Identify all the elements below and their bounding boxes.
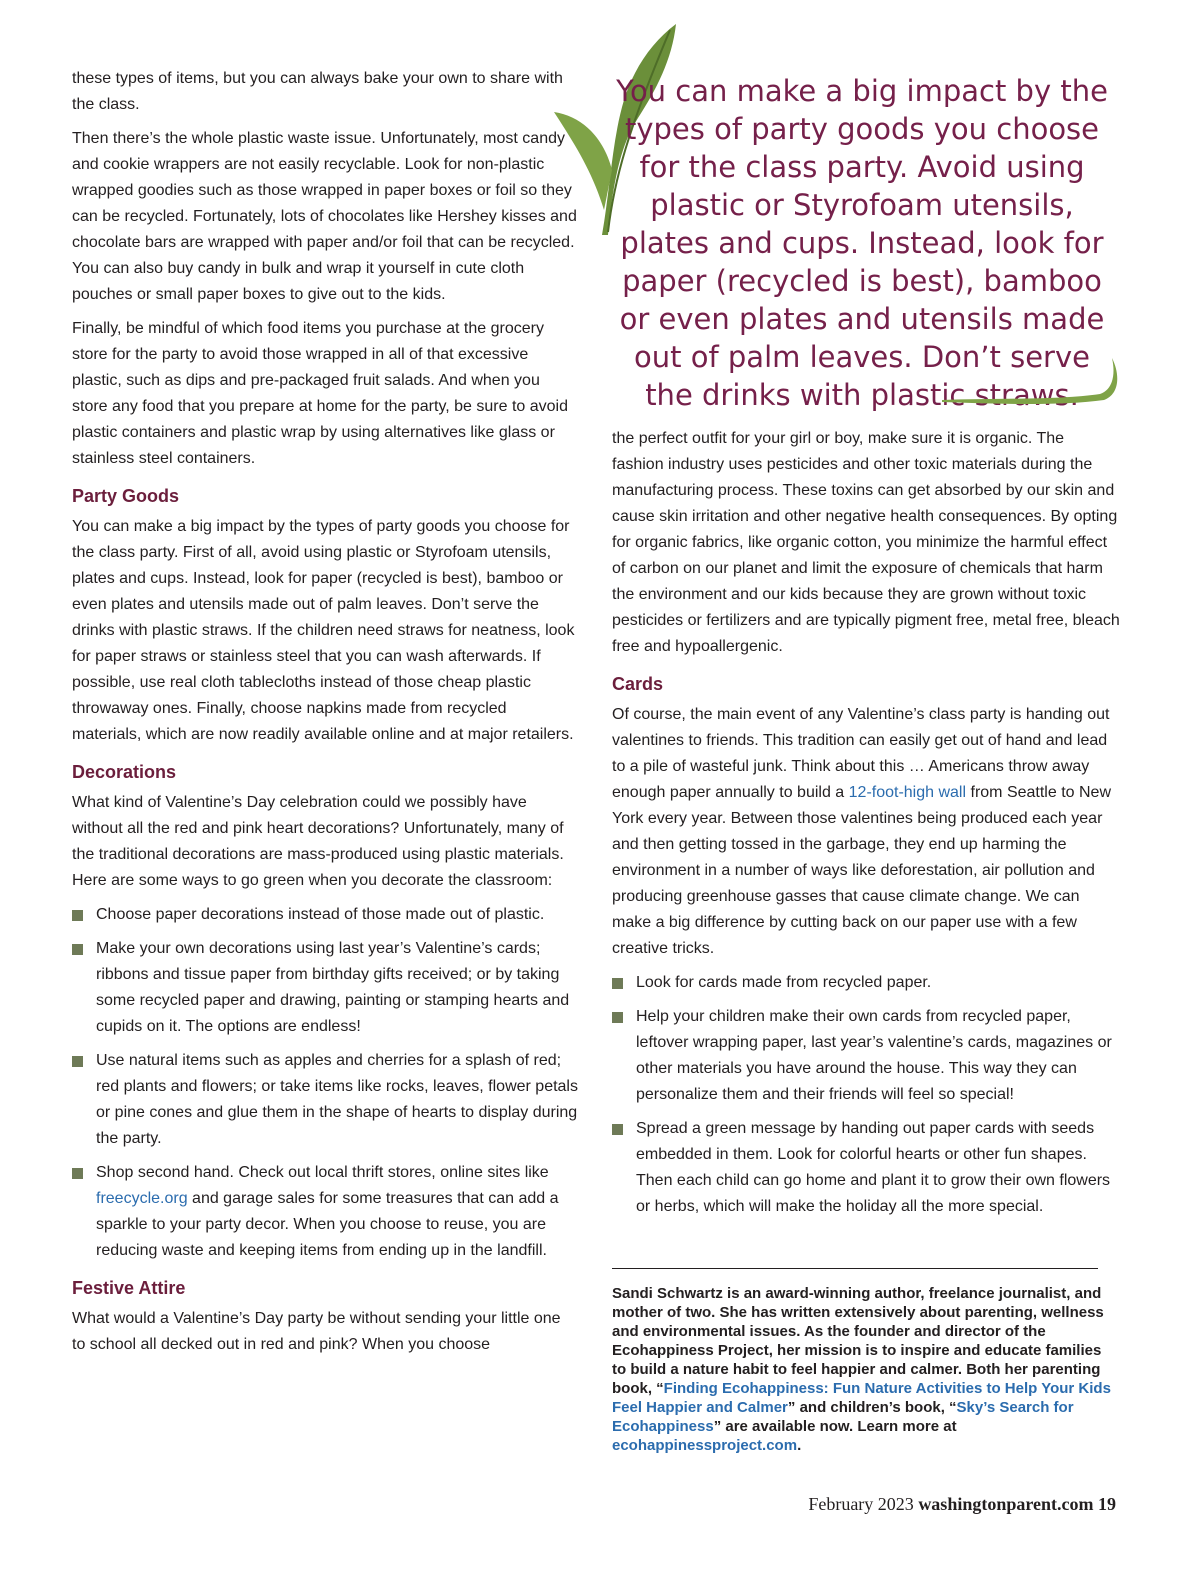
cards-paragraph bbox=[612, 702, 1120, 962]
bio-text: . bbox=[797, 1437, 802, 1454]
book-link-finding-ecohappiness[interactable]: Finding Ecohappiness: Fun Nature Activities to Help Your Kids Feel Happier and Calmer bbox=[612, 1380, 1111, 1416]
square-bullet-icon bbox=[612, 1012, 623, 1023]
party-goods-paragraph: You can make a big impact by the types of party goods you choose for the class party. First of all, avoid using plastic or Styrofoam utensils, plates and cups. Instead, look for paper (recycled is best), bamboo or even plates and utensils made out of palm leaves. Don’t serve the drinks with plastic straws. If the children need straws for neatness, look for paper straws or stainless steel that you can wash afterwards. If possible, use real cloth tablecloths instead of those cheap plastic throwaway ones. Finally, choose napkins made from recycled materials, which are now readily available online and at major retailers. bbox=[72, 518, 575, 743]
bio-text: Sandi Schwartz is an award-winning author, freelance journalist, and mother of two. She has written extensively about parenting, wellness and environmental issues. As the founder and director of the Ecohappiness Project, her mission is to inspire and educate families to build a nature habit to feel happier and calmer. Both her parenting book, “ bbox=[612, 1285, 1104, 1397]
bio-divider bbox=[612, 1268, 1098, 1269]
ecohappiness-site-link[interactable]: ecohappinessproject.com bbox=[612, 1437, 798, 1454]
list-item-text: Choose paper decorations instead of those made out of plastic. bbox=[96, 906, 545, 923]
section-heading-decorations: Decorations bbox=[72, 762, 177, 782]
pull-quote: You can make a big impact by the types of party goods you choose for the class party. Avoid using plastic or Styrofoam utensils, plates and cups. Instead, look for paper (recycled is best), bamboo or even plates and utensils made out of palm leaves. Don’t serve the drinks with plastic straws. bbox=[616, 74, 1108, 412]
cards-paragraph-text: from Seattle to New York every year. Between those valentines being produced each year and then getting tossed in the garbage, they end up harming the environment in a number of ways like deforestation, air pollution and producing greenhouse gasses that cause climate change. We can make a big difference by cutting back on our paper use with a few creative tricks. bbox=[612, 784, 1111, 957]
square-bullet-icon bbox=[72, 944, 83, 955]
square-bullet-icon bbox=[72, 1056, 83, 1067]
list-item-text: Use natural items such as apples and cherries for a splash of red; red plants and flowers; or take items like rocks, leaves, flower petals or pine cones and glue them in the shape of hearts to display during the party. bbox=[96, 1052, 578, 1147]
section-heading-party-goods: Party Goods bbox=[72, 486, 180, 506]
attire-continued-paragraph: the perfect outfit for your girl or boy, make sure it is organic. The fashion industry uses pesticides and other toxic materials during the manufacturing process. These toxins can get absorbed by our skin and cause skin irritation and other negative health consequences. By opting for organic fabrics, like organic cotton, you minimize the harmful effect of carbon on our planet and limit the exposure of chemicals that harm the environment and our kids because they are grown without toxic pesticides or fertilizers and are typically pigment free, metal free, bleach free and hypoallergenic. bbox=[612, 430, 1120, 655]
left-column bbox=[72, 66, 578, 1366]
author-bio bbox=[612, 1284, 1112, 1455]
list-item bbox=[612, 1116, 1120, 1220]
list-item-text: Look for cards made from recycled paper. bbox=[636, 974, 932, 991]
square-bullet-icon bbox=[72, 910, 83, 921]
book-link-skys-search[interactable]: Sky’s Search for Ecohappiness bbox=[612, 1399, 1074, 1435]
page-footer bbox=[808, 1492, 1116, 1516]
page-number: 19 bbox=[1098, 1494, 1116, 1514]
decorations-paragraph: What kind of Valentine’s Day celebration could we possibly have without all the red and pink heart decorations? Unfortunately, many of the traditional decorations are mass-produced using plastic materials. Here are some ways to go green when you decorate the classroom: bbox=[72, 794, 564, 889]
list-item bbox=[72, 1048, 578, 1152]
right-column bbox=[612, 426, 1120, 1230]
intro-paragraph: these types of items, but you can always bake your own to share with the class. bbox=[72, 70, 563, 113]
section-heading-cards: Cards bbox=[612, 674, 664, 694]
bio-text: ” and children’s book, “ bbox=[787, 1399, 957, 1416]
list-item-text: Shop second hand. Check out local thrift stores, online sites like bbox=[96, 1164, 549, 1181]
list-item-text: and garage sales for some treasures that can add a sparkle to your party decor. When you choose to reuse, you are reducing waste and keeping items from ending up in the landfill. bbox=[96, 1190, 559, 1259]
list-item-text: Help your children make their own cards from recycled paper, leftover wrapping paper, last year’s valentine’s cards, magazines or other materials you have around the house. This way they can personalize them and their friends will feel so special! bbox=[636, 1008, 1112, 1103]
festive-attire-paragraph: What would a Valentine’s Day party be without sending your little one to school all decked out in red and pink? When you choose bbox=[72, 1310, 561, 1353]
intro-paragraph: Then there’s the whole plastic waste issue. Unfortunately, most candy and cookie wrappers are not easily recyclable. Look for non-plastic wrapped goodies such as those wrapped in paper boxes or foil so they can be recycled. Fortunately, lots of chocolates like Hershey kisses and chocolate bars are wrapped with paper and/or foil that can be recycled. You can also buy candy in bulk and wrap it yourself in cute cloth pouches or small paper boxes to give out to the kids. bbox=[72, 130, 577, 303]
list-item bbox=[72, 936, 578, 1040]
list-item bbox=[612, 970, 1120, 996]
list-item bbox=[72, 902, 578, 928]
section-heading-festive-attire: Festive Attire bbox=[72, 1278, 186, 1298]
freecycle-link[interactable]: freecycle.org bbox=[96, 1190, 188, 1207]
cards-paragraph-text: Of course, the main event of any Valentine’s class party is handing out valentines to friends. This tradition can easily get out of hand and lead to a pile of wasteful junk. Think about this … Americans throw away enough paper annually to build a bbox=[612, 706, 1110, 801]
issue-date: February 2023 bbox=[808, 1494, 914, 1514]
list-item-text: Spread a green message by handing out paper cards with seeds embedded in them. Look for colorful hearts or other fun shapes. Then each child can go home and plant it to grow their own flowers or herbs, which will make the holiday all the more special. bbox=[636, 1120, 1111, 1215]
list-item bbox=[612, 1004, 1120, 1108]
bio-text: ” are available now. Learn more at bbox=[713, 1418, 957, 1435]
decorations-list bbox=[72, 902, 578, 1264]
site-name: washingtonparent.com bbox=[918, 1494, 1094, 1514]
intro-paragraph: Finally, be mindful of which food items you purchase at the grocery store for the party to avoid those wrapped in all of that excessive plastic, such as dips and pre-packaged fruit salads. And when you store any food that you prepare at home for the party, be sure to avoid plastic containers and plastic wrap by using alternatives like glass or stainless steel containers. bbox=[72, 320, 568, 467]
square-bullet-icon bbox=[612, 1124, 623, 1135]
square-bullet-icon bbox=[612, 978, 623, 989]
square-bullet-icon bbox=[72, 1168, 83, 1179]
swoosh-icon bbox=[940, 354, 1120, 406]
list-item-text: Make your own decorations using last year’s Valentine’s cards; ribbons and tissue paper from birthday gifts received; or by taking some recycled paper and drawing, painting or stamping hearts and cupids on it. The options are endless! bbox=[96, 940, 570, 1035]
paper-wall-link[interactable]: 12-foot-high wall bbox=[848, 784, 967, 801]
cards-list bbox=[612, 970, 1120, 1220]
list-item bbox=[72, 1160, 578, 1264]
